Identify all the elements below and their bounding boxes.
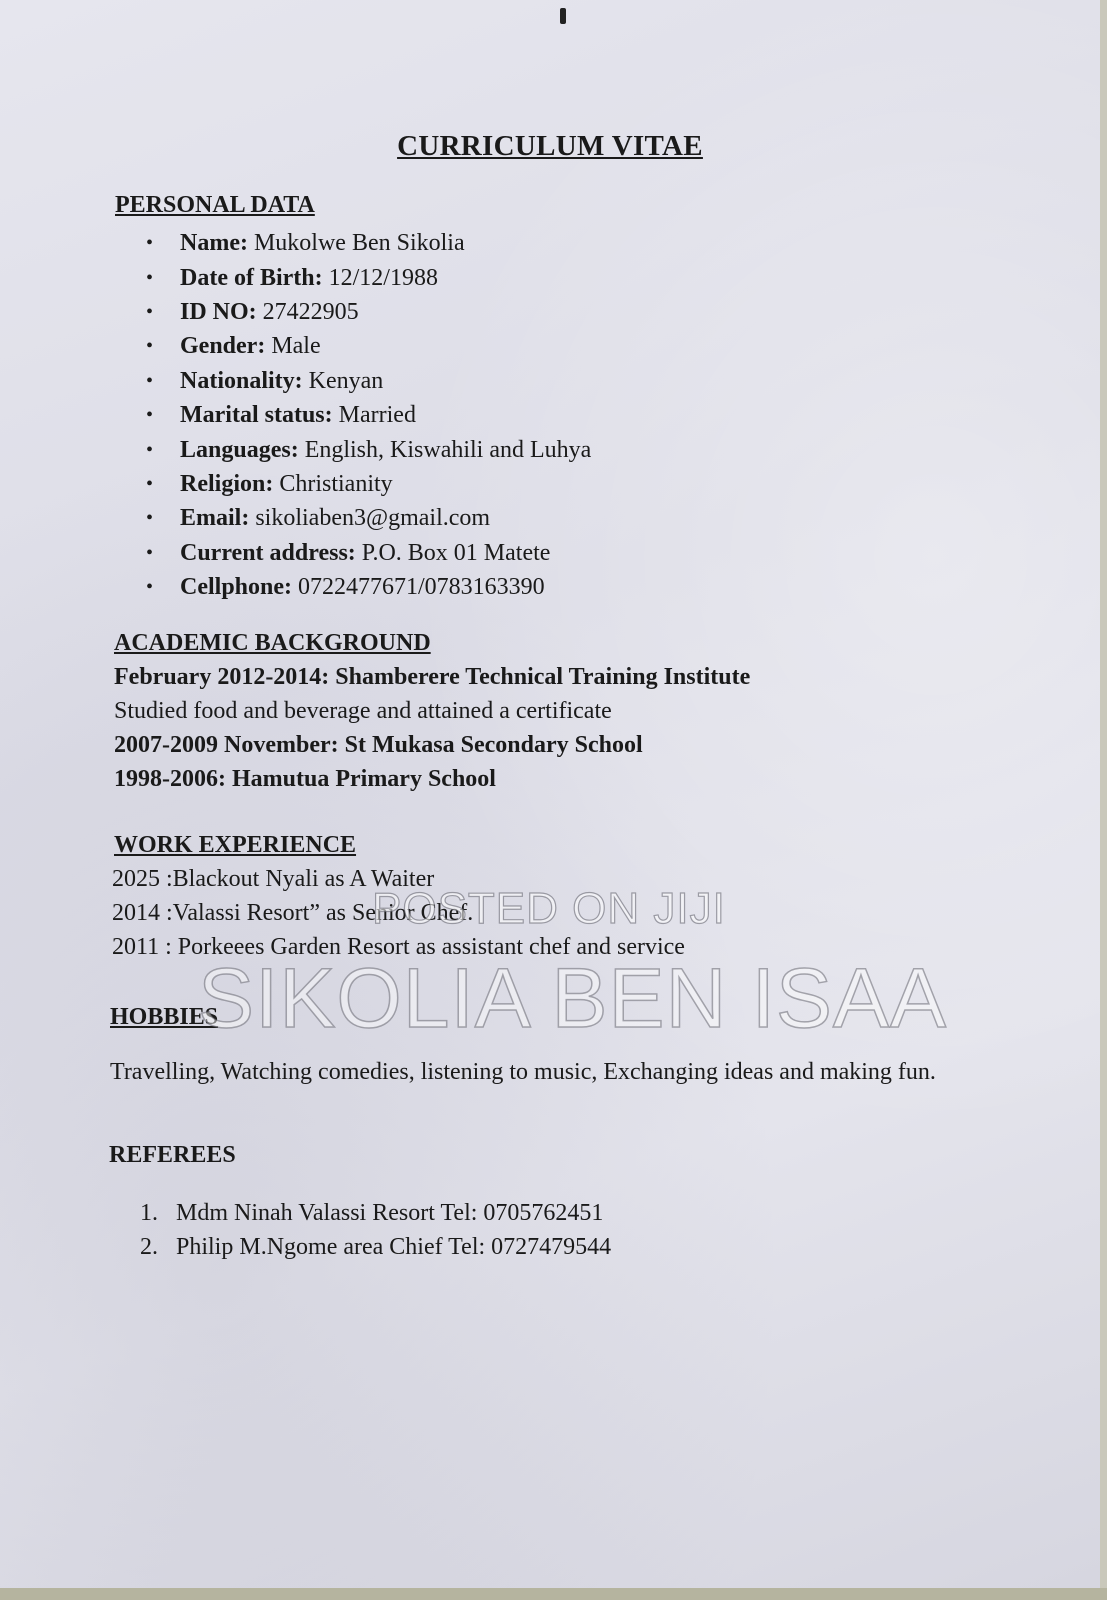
- bullet-icon: •: [146, 369, 154, 392]
- referee-item: 1. Mdm Ninah Valassi Resort Tel: 0705762451: [140, 1200, 604, 1226]
- personal-item-languages: • Languages: English, Kiswahili and Luhya: [146, 432, 591, 466]
- work-heading: WORK EXPERIENCE: [114, 832, 357, 858]
- personal-item-cellphone: • Cellphone: 0722477671/0783163390: [146, 570, 591, 604]
- bullet-icon: •: [146, 507, 154, 530]
- personal-item-email: • Email: sikoliaben3@gmail.com: [146, 501, 591, 535]
- academic-line-2: Studied food and beverage and attained a certificate: [114, 698, 612, 724]
- work-line-1: 2025 :Blackout Nyali as A Waiter: [112, 866, 435, 892]
- watermark-name: SIKOLIA BEN ISAA: [198, 951, 947, 1045]
- referee-item: 2. Philip M.Ngome area Chief Tel: 0727479544: [140, 1234, 612, 1260]
- personal-item-dob: • Date of Birth: 12/12/1988: [146, 260, 591, 294]
- background-edge-right: [1100, 0, 1107, 1600]
- bullet-icon: •: [146, 335, 154, 358]
- personal-item-marital: • Marital status: Married: [146, 398, 591, 432]
- bullet-icon: •: [146, 266, 154, 289]
- personal-item-name: • Name: Mukolwe Ben Sikolia: [146, 226, 591, 260]
- academic-heading: ACADEMIC BACKGROUND: [114, 630, 431, 656]
- personal-item-gender: • Gender: Male: [146, 329, 591, 363]
- bullet-icon: •: [146, 576, 154, 599]
- document-title: CURRICULUM VITAE: [397, 130, 703, 162]
- work-line-3: 2011 : Porkeees Garden Resort as assistant chef and service: [112, 934, 685, 960]
- personal-data-heading: PERSONAL DATA: [115, 192, 315, 218]
- personal-item-nationality: • Nationality: Kenyan: [146, 364, 591, 398]
- work-line-2: 2014 :Valassi Resort” as Senior Chef.: [112, 900, 474, 926]
- hobbies-text: Travelling, Watching comedies, listening to music, Exchanging ideas and making fun.: [110, 1059, 936, 1085]
- bullet-icon: •: [146, 300, 154, 323]
- academic-line-1: February 2012-2014: Shamberere Technical Training Institute: [114, 664, 751, 690]
- academic-line-4: 1998-2006: Hamutua Primary School: [114, 766, 496, 792]
- personal-item-id: • ID NO: 27422905: [146, 295, 591, 329]
- personal-item-religion: • Religion: Christianity: [146, 467, 591, 501]
- hobbies-heading: HOBBIES: [110, 1004, 219, 1030]
- bullet-icon: •: [146, 232, 154, 255]
- watermark-posted-on: POSTED ON JIJI: [372, 884, 726, 933]
- referees-list: [140, 1196, 611, 1264]
- background-edge-bottom: [0, 1588, 1107, 1600]
- bullet-icon: •: [146, 472, 154, 495]
- bullet-icon: •: [146, 438, 154, 461]
- personal-data-list: [146, 226, 591, 604]
- bullet-icon: •: [146, 404, 154, 427]
- bullet-icon: •: [146, 541, 154, 564]
- academic-line-3: 2007-2009 November: St Mukasa Secondary School: [114, 732, 643, 758]
- pin-mark: [560, 8, 566, 24]
- personal-item-address: • Current address: P.O. Box 01 Matete: [146, 536, 591, 570]
- referees-heading: REFEREES: [109, 1142, 236, 1168]
